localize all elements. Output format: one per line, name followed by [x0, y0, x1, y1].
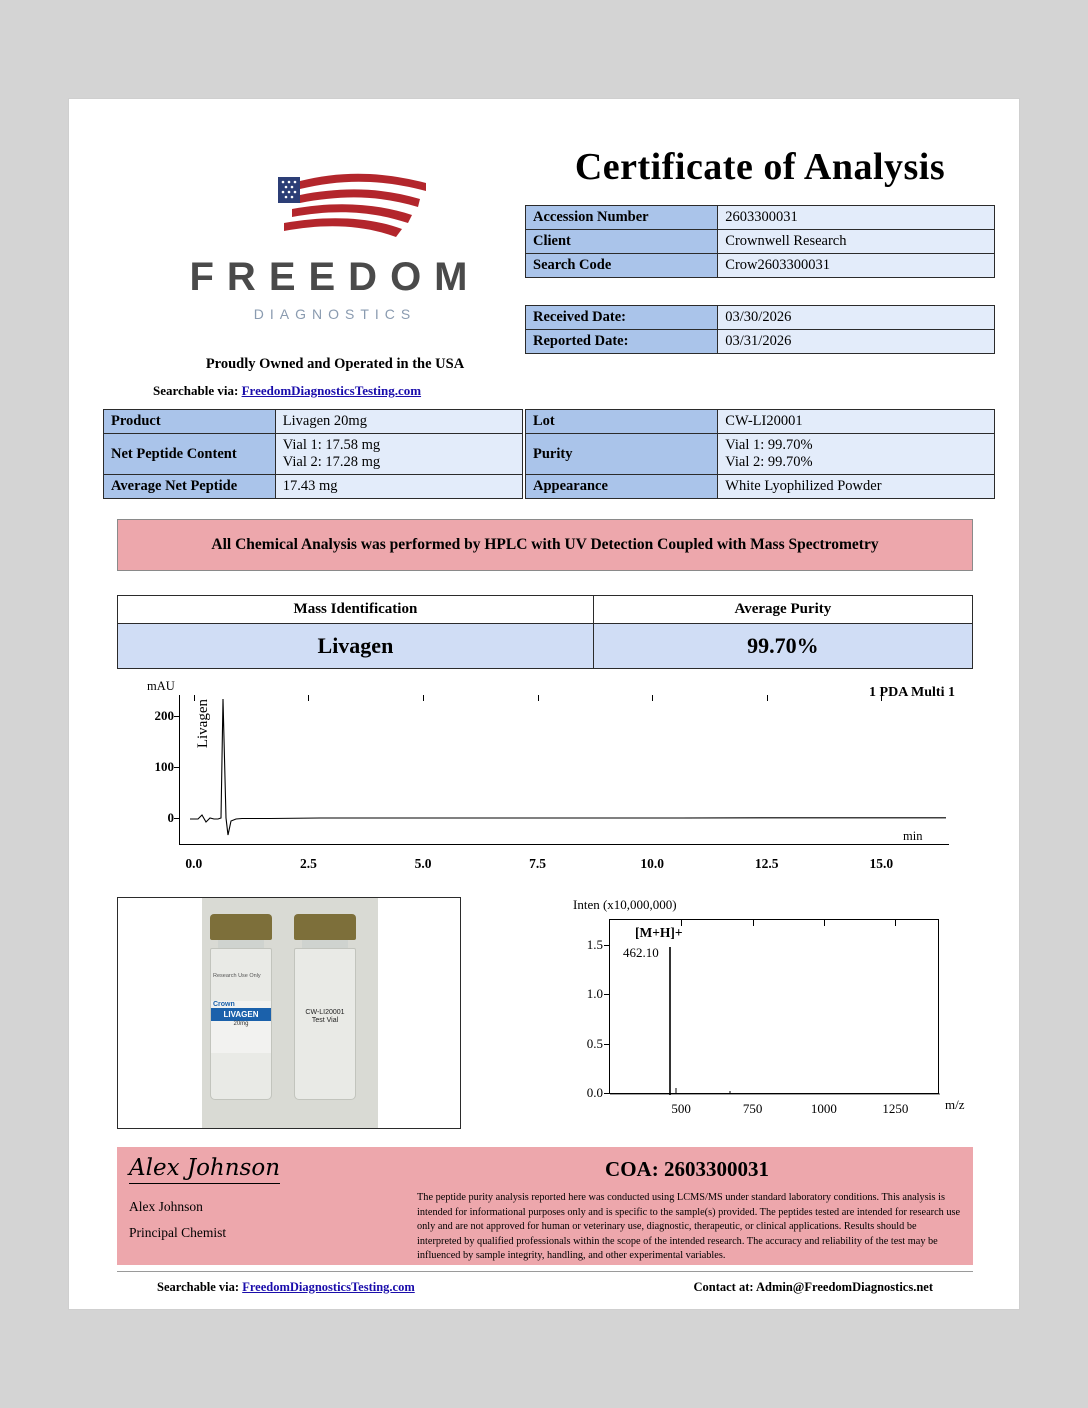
- chromatogram-xtick-4: 10.0: [640, 856, 664, 871]
- footer-searchable-link[interactable]: FreedomDiagnosticsTesting.com: [242, 1280, 415, 1294]
- vial-ruo-text: Research Use Only: [213, 973, 261, 979]
- chromatogram-xtick-0: 0.0: [185, 856, 203, 871]
- company-logo: [145, 169, 525, 399]
- appearance-value: White Lyophilized Powder: [718, 475, 995, 499]
- mass-identification-header: Mass Identification: [118, 596, 594, 624]
- reported-date-value: 03/31/2026: [718, 330, 995, 354]
- ms-xtick-1000: 1000: [810, 1101, 837, 1116]
- received-date-label: Received Date:: [526, 306, 718, 330]
- vial-dose: 20mg: [233, 1021, 249, 1027]
- received-date-value: 03/30/2026: [718, 306, 995, 330]
- search-code-label: Search Code: [526, 254, 718, 278]
- signature-script: Alex Johnson: [129, 1155, 280, 1184]
- vial-body: [210, 948, 272, 1100]
- page-title: Certificate of Analysis: [574, 146, 946, 188]
- header-searchable-line: [145, 383, 525, 399]
- dates-table: [525, 305, 995, 354]
- ms-xtick-750: 750: [742, 1101, 763, 1116]
- ms-ytick-0: 0.0: [586, 1085, 603, 1100]
- table-row: [526, 410, 995, 434]
- vial-label: [211, 1001, 271, 1053]
- average-purity-header: Average Purity: [593, 596, 972, 624]
- table-header-row: [118, 596, 973, 624]
- client-value: Crownwell Research: [718, 230, 995, 254]
- vial-neck: [302, 940, 348, 948]
- table-row: [526, 434, 995, 475]
- footer-searchable-prefix: Searchable via:: [157, 1280, 240, 1294]
- chromatogram-peak-label: Livagen: [195, 699, 211, 749]
- document-page: [68, 98, 1020, 1310]
- brand-name: FREEDOM: [189, 255, 481, 299]
- vial-test-label: Test Vial: [311, 1017, 339, 1025]
- chromatogram-xtick-6: 15.0: [869, 856, 894, 871]
- mass-identification-table: [117, 595, 973, 669]
- lot-value: CW-LI20001: [718, 410, 995, 434]
- footer-searchable: [157, 1280, 415, 1295]
- document-header: [95, 121, 995, 494]
- table-row: [526, 254, 995, 278]
- search-code-value: Crow2603300031: [718, 254, 995, 278]
- signer-name: Alex Johnson: [129, 1199, 203, 1214]
- table-row: [118, 624, 973, 669]
- vial-neck: [218, 940, 264, 948]
- chromatogram-ytick-200: 200: [154, 707, 174, 723]
- vial-back: [294, 914, 356, 1100]
- accession-number-value: 2603300031: [718, 206, 995, 230]
- vial-cap: [294, 914, 356, 940]
- chromatogram-y-axis-label: mAU: [147, 679, 175, 693]
- net-peptide-label: Net Peptide Content: [104, 434, 276, 475]
- net-peptide-vial1: Vial 1: 17.58 mg: [282, 437, 381, 453]
- chromatogram-xtick-3: 7.5: [529, 856, 547, 871]
- vial-photo-panel: [117, 897, 461, 1129]
- chromatogram-ytick-0: 0: [167, 810, 174, 826]
- header-searchable-link[interactable]: FreedomDiagnosticsTesting.com: [241, 383, 422, 398]
- product-label: Product: [104, 410, 276, 434]
- disclaimer-text: The peptide purity analysis reported here was conducted using LCMS/MS under standard laboratory conditions. This analysis is intended for informational purposes only and is specific to the sample(s) provided. The peptides tested are intended for research use only and are not approved for human or veterinary use, diagnostic, therapeutic, or clinical applications. Results should be interpreted by qualified professionals within the scope of the intended research. The accuracy and reliability of the test may be influenced by sample integrity, handling, and other experimental variables.: [417, 1192, 961, 1262]
- table-row: [526, 475, 995, 499]
- chromatogram-x-axis-label: min: [903, 829, 923, 843]
- table-row: [526, 206, 995, 230]
- flag-icon: [230, 169, 440, 249]
- ms-ytick-3: 1.5: [586, 936, 603, 952]
- chromatogram-plot-area: [154, 695, 949, 871]
- vial-cap: [210, 914, 272, 940]
- vial-front: [210, 914, 272, 1100]
- bottom-panels: [117, 897, 973, 1137]
- ms-y-axis-label: Inten (x10,000,000): [573, 897, 677, 912]
- purity-value: [718, 434, 995, 475]
- lot-table: [525, 409, 995, 499]
- mass-spectrum-chart: [543, 897, 973, 1129]
- table-row: [104, 475, 523, 499]
- client-label: Client: [526, 230, 718, 254]
- chromatogram-trace: [180, 695, 950, 845]
- purity-label: Purity: [526, 434, 718, 475]
- accession-number-label: Accession Number: [526, 206, 718, 230]
- reported-date-label: Reported Date:: [526, 330, 718, 354]
- vial-photo: [202, 898, 378, 1129]
- product-table: [103, 409, 523, 499]
- vial-lot-code: CW-LI20001: [305, 1009, 345, 1016]
- purity-vial2: Vial 2: 99.70%: [725, 454, 813, 470]
- document-content: [95, 121, 995, 1295]
- ms-xtick-500: 500: [671, 1101, 691, 1116]
- average-net-peptide-label: Average Net Peptide: [104, 475, 276, 499]
- ms-ytick-1: 0.5: [586, 1035, 603, 1051]
- ms-peak-annotation: [M+H]+: [635, 925, 683, 940]
- ms-x-axis-label: m/z: [945, 1097, 965, 1112]
- compound-name: Livagen: [118, 624, 594, 669]
- vial-product-name: LIVAGEN: [211, 1008, 271, 1021]
- usa-tagline: Proudly Owned and Operated in the USA: [205, 356, 465, 372]
- purity-vial1: Vial 1: 99.70%: [725, 437, 813, 453]
- accession-table: [525, 205, 995, 278]
- appearance-label: Appearance: [526, 475, 718, 499]
- vial-test-text: [295, 1009, 355, 1026]
- chromatogram-title: 1 PDA Multi 1: [869, 685, 955, 700]
- average-purity-value: 99.70%: [593, 624, 972, 669]
- table-row: [526, 230, 995, 254]
- product-value: Livagen 20mg: [275, 410, 522, 434]
- net-peptide-value: [275, 434, 522, 475]
- signature-band: [117, 1147, 973, 1265]
- header-searchable-prefix: Searchable via:: [153, 383, 239, 398]
- vial-brand: Crown: [213, 1001, 235, 1008]
- brand-subtitle: DIAGNOSTICS: [253, 306, 417, 322]
- lot-label: Lot: [526, 410, 718, 434]
- table-row: [104, 410, 523, 434]
- document-footer: [117, 1271, 973, 1295]
- chromatogram-ytick-100: 100: [154, 758, 174, 774]
- coa-number: COA: 2603300031: [605, 1157, 769, 1181]
- net-peptide-vial2: Vial 2: 17.28 mg: [282, 454, 381, 470]
- analysis-method-banner: All Chemical Analysis was performed by HPLC with UV Detection Coupled with Mass Spectrometry: [117, 519, 973, 571]
- chromatogram-chart: [117, 677, 973, 887]
- table-row: [526, 306, 995, 330]
- table-row: [526, 330, 995, 354]
- ms-xtick-1250: 1250: [882, 1101, 909, 1116]
- ms-peak-mass: 462.10: [623, 945, 659, 960]
- chromatogram-xtick-2: 5.0: [414, 856, 432, 871]
- vial-body: [294, 948, 356, 1100]
- table-row: [104, 434, 523, 475]
- average-net-peptide-value: 17.43 mg: [275, 475, 522, 499]
- footer-contact: Contact at: Admin@FreedomDiagnostics.net: [693, 1280, 933, 1294]
- chromatogram-xtick-1: 2.5: [299, 856, 317, 871]
- signer-role: Principal Chemist: [129, 1225, 227, 1240]
- ms-ytick-2: 1.0: [586, 986, 603, 1002]
- chromatogram-xtick-5: 12.5: [754, 856, 779, 871]
- ms-trace: [610, 920, 940, 1095]
